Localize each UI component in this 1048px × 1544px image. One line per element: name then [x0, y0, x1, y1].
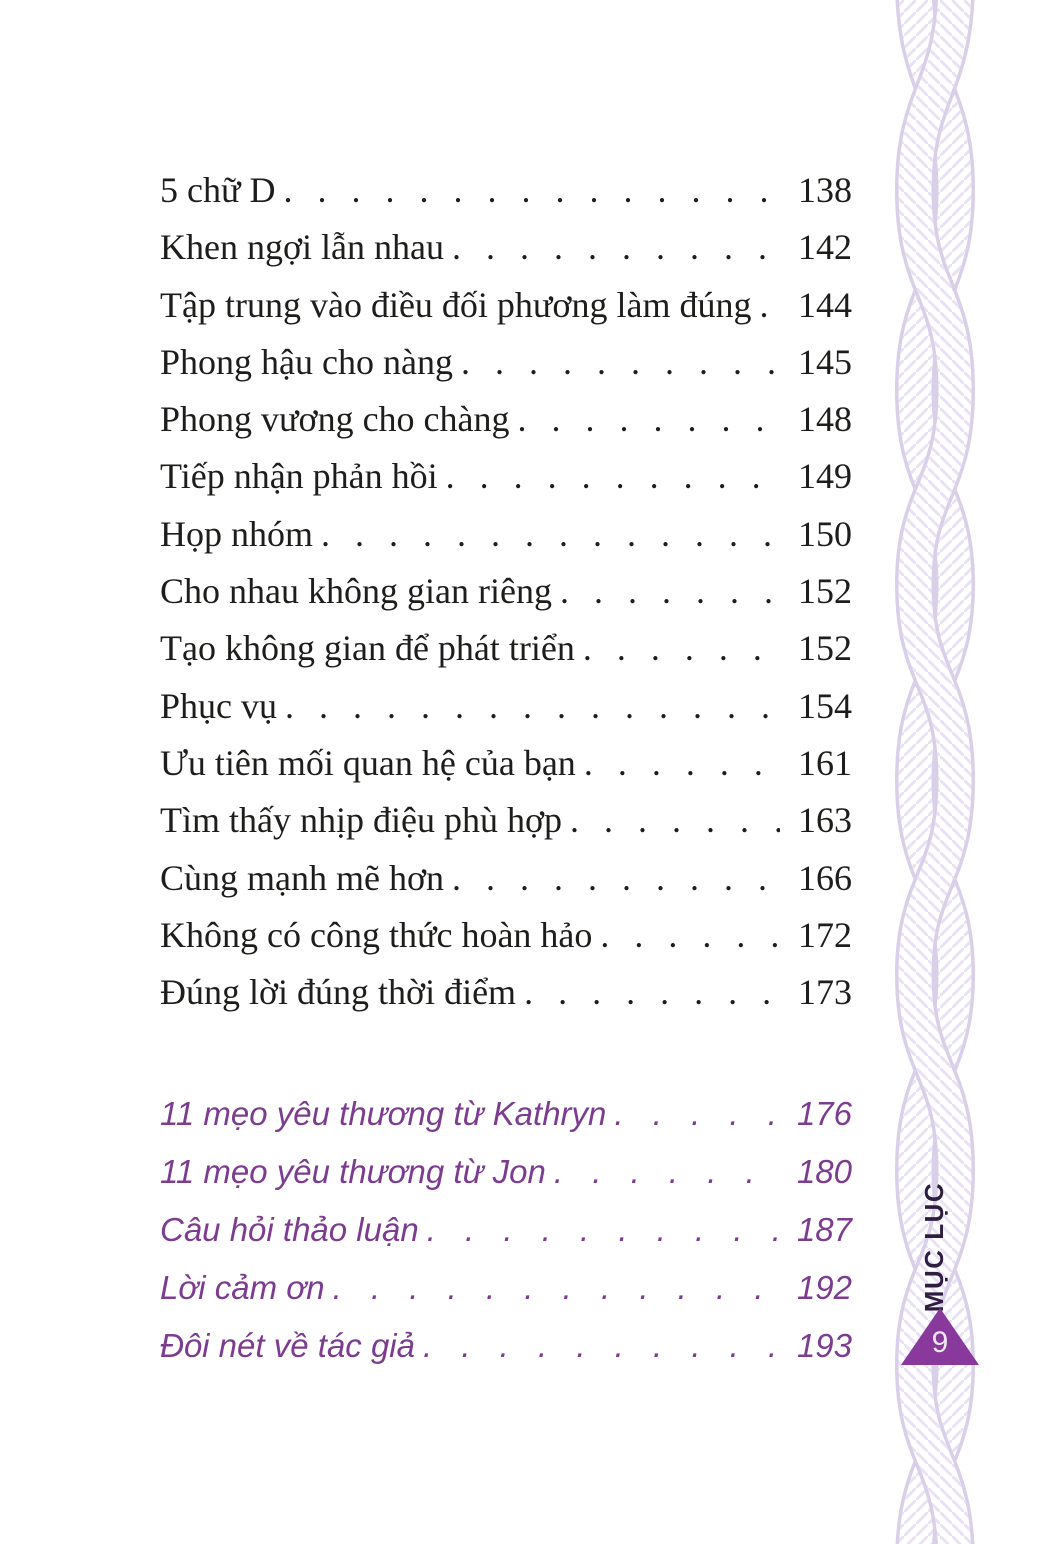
toc-dot-leader: [606, 1095, 780, 1133]
toc-entry-title: 5 chữ D: [160, 170, 276, 210]
toc-dot-leader: [415, 1327, 780, 1365]
section-label-vertical: MỤC LỤC: [918, 1181, 949, 1313]
toc-entry: [160, 1095, 852, 1153]
toc-entry: [160, 341, 852, 398]
toc-entry-title: Tập trung vào điều đối phương làm đúng: [160, 284, 752, 325]
toc-entry-page: 154: [798, 685, 852, 726]
toc-entry-title: Ưu tiên mối quan hệ của bạn: [160, 742, 576, 783]
toc-dot-leader: [552, 570, 780, 612]
toc-entry-page: 149: [798, 456, 852, 497]
toc-dot-leader: [516, 971, 780, 1013]
toc-entry: [160, 1269, 852, 1327]
toc-entry-page: 193: [796, 1327, 852, 1364]
toc-dot-leader: [546, 1153, 780, 1191]
toc-entry-title: Phục vụ: [160, 685, 277, 726]
toc-dot-leader: [325, 1269, 780, 1307]
toc-entry-title: Tiếp nhận phản hồi: [160, 456, 438, 497]
toc-entry-title: Không có công thức hoàn hảo: [160, 914, 593, 955]
toc-dot-leader: [453, 341, 780, 383]
toc-entry-page: 173: [798, 972, 852, 1013]
toc-dot-leader: [562, 799, 780, 841]
toc-dot-leader: [575, 627, 780, 669]
toc-entry: [160, 627, 852, 684]
toc-entry-page: 187: [796, 1211, 852, 1248]
toc-entry-page: 144: [798, 284, 852, 325]
toc-entry: [160, 169, 852, 226]
toc-entry-title: 11 mẹo yêu thương từ Jon: [160, 1153, 546, 1190]
toc-entry-title: Cho nhau không gian riêng: [160, 571, 552, 612]
toc-dot-leader: [576, 742, 780, 784]
toc-dot-leader: [419, 1211, 780, 1249]
toc-entry-title: Phong vương cho chàng: [160, 399, 510, 440]
toc-entry-title: Câu hỏi thảo luận: [160, 1211, 419, 1248]
toc-entry: [160, 513, 852, 570]
toc-entry-page: 148: [798, 399, 852, 440]
toc-entry: [160, 455, 852, 512]
toc-dot-leader: [592, 914, 780, 956]
toc-dot-leader: [444, 226, 780, 268]
toc-entry-page: 145: [798, 341, 852, 382]
toc-entry-page: 150: [798, 513, 852, 554]
toc-entry: [160, 1327, 852, 1385]
toc-entry-title: Đúng lời đúng thời điểm: [160, 972, 517, 1013]
toc-entry: [160, 398, 852, 455]
toc-main-list: [160, 169, 852, 1028]
toc-entry-page: 161: [798, 742, 852, 783]
toc-dot-leader: [751, 284, 780, 326]
toc-entry-page: 152: [798, 571, 852, 612]
toc-entry: [160, 914, 852, 971]
toc-entry-page: 192: [796, 1269, 852, 1306]
toc-appendix-list: [160, 1095, 852, 1385]
toc-entry: [160, 1211, 852, 1269]
toc-entry-page: 166: [798, 857, 852, 898]
toc-entry-page: 152: [798, 628, 852, 669]
toc-entry-title: Cùng mạnh mẽ hơn: [160, 857, 445, 898]
toc-entry: [160, 799, 852, 856]
toc-entry: [160, 857, 852, 914]
toc-entry-title: Phong hậu cho nàng: [160, 341, 453, 382]
toc-entry-page: 176: [796, 1095, 852, 1132]
toc-entry-page: 172: [798, 914, 852, 955]
toc-entry: [160, 971, 852, 1028]
toc-entry: [160, 685, 852, 742]
toc-dot-leader: [313, 513, 780, 555]
toc-entry-title: 11 mẹo yêu thương từ Kathryn: [160, 1095, 607, 1132]
toc-entry-title: Họp nhóm: [160, 513, 313, 554]
toc-entry: [160, 226, 852, 283]
toc-dot-leader: [444, 857, 780, 899]
toc-entry-title: Khen ngợi lẫn nhau: [160, 227, 444, 268]
toc-entry: [160, 284, 852, 341]
toc-dot-leader: [438, 455, 780, 497]
toc-entry-page: 138: [798, 170, 852, 210]
toc-entry: [160, 742, 852, 799]
toc-entry-page: 142: [798, 227, 852, 268]
toc-dot-leader: [277, 685, 780, 727]
toc-entry-title: Đôi nét về tác giả: [160, 1327, 415, 1364]
page-number-badge: [901, 1308, 979, 1365]
toc-entry-title: Tạo không gian để phát triển: [160, 628, 575, 669]
page-number: 9: [931, 1326, 949, 1359]
toc-entry-title: Lời cảm ơn: [160, 1269, 325, 1306]
toc-dot-leader: [510, 398, 780, 440]
toc-entry: [160, 570, 852, 627]
toc-entry-page: 180: [796, 1153, 852, 1190]
toc-entry-page: 163: [798, 800, 852, 841]
toc-dot-leader: [276, 169, 781, 211]
toc-entry: [160, 1153, 852, 1211]
toc-entry-title: Tìm thấy nhịp điệu phù hợp: [160, 800, 562, 841]
